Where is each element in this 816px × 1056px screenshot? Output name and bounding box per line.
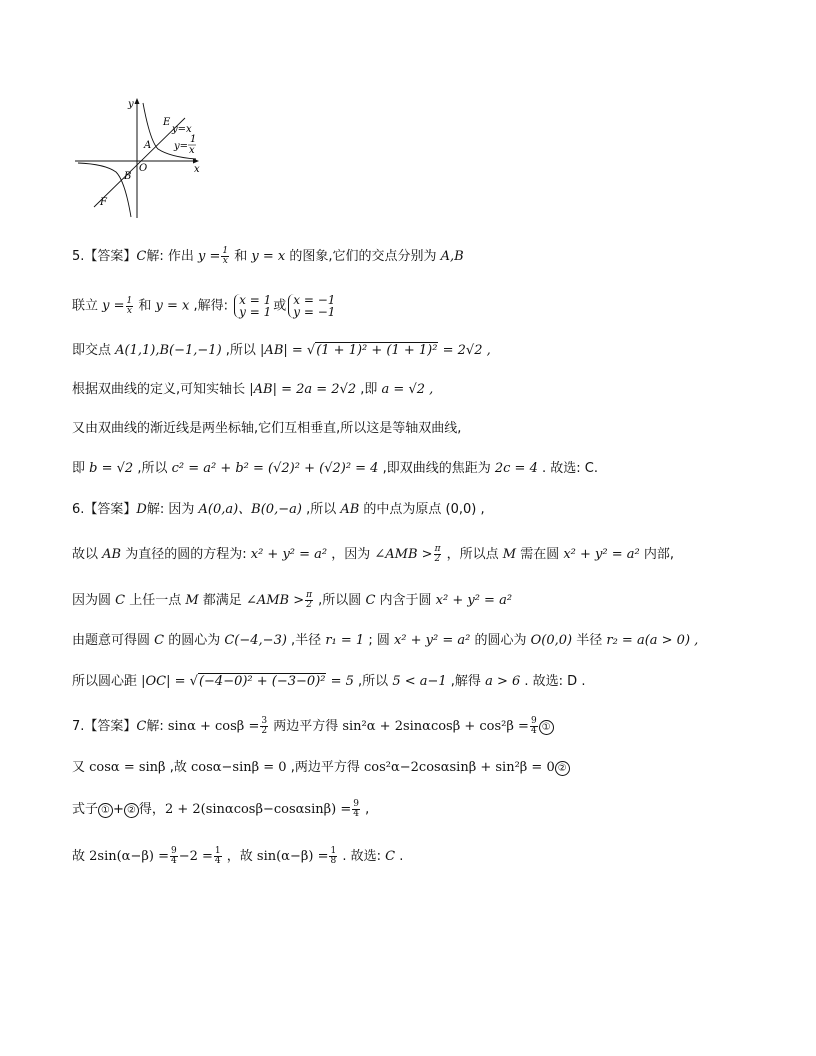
- fraction: [305, 591, 313, 610]
- math: C: [365, 593, 376, 608]
- math: A(0,a)、B(0,−a): [198, 502, 302, 517]
- eq: y = 1: [239, 305, 272, 319]
- p6-line-4: [72, 632, 698, 650]
- answer-letter: C: [385, 849, 396, 864]
- text: ,两边平方得: [286, 760, 364, 775]
- numerator: 1: [222, 246, 229, 256]
- text: 故以: [72, 547, 103, 562]
- text: ,所以: [353, 674, 393, 689]
- text: 上任一点: [125, 593, 186, 608]
- p5-line-2: [72, 294, 337, 318]
- math: AB: [340, 502, 360, 517]
- text: ，故: [222, 849, 257, 864]
- text: 的中点为原点 (0,0) ,: [359, 502, 485, 517]
- text: ,半径: [286, 633, 326, 648]
- circled-one: ①: [98, 803, 113, 818]
- math: x² + y² = a²: [435, 593, 513, 608]
- math: cosα = sinβ: [89, 760, 166, 775]
- math: ∠AMB >: [374, 547, 433, 562]
- text: 由题意可得圆: [72, 633, 155, 648]
- fraction: [530, 717, 538, 736]
- text: 都满足: [198, 593, 246, 608]
- text: ,即双曲线的焦距为: [378, 461, 495, 476]
- p7-line-4: [72, 847, 403, 866]
- denominator: 2: [306, 600, 312, 610]
- label-E: E: [163, 117, 171, 128]
- answer-tag: 6.【答案】: [72, 502, 137, 517]
- math: x² + y² = a²: [393, 633, 471, 648]
- denominator: x: [126, 305, 132, 316]
- circled-one: ①: [539, 720, 554, 735]
- p5-line-3: 即交点 A(1,1),B(−1,−1) ,所以 |AB| = √(1 + 1)² + (1 + 1)² = 2√2 ,: [72, 343, 491, 358]
- text: ; 圆: [364, 633, 394, 648]
- label-y: y: [128, 99, 134, 110]
- math: AB: [102, 547, 122, 562]
- numerator: 1: [330, 846, 337, 856]
- text: 内含于圆: [375, 593, 436, 608]
- text: ,解得:: [189, 298, 233, 314]
- math: A(1,1),B(−1,−1): [115, 343, 222, 358]
- math: ∠AMB >: [245, 593, 305, 608]
- text: 解:: [146, 719, 168, 734]
- math: y = x: [155, 298, 190, 314]
- label-O: O: [139, 163, 148, 174]
- text: 和: [134, 298, 156, 314]
- text: 得，: [138, 802, 165, 817]
- math: 5 < a−1: [392, 674, 447, 689]
- y-axis-arrow: [135, 98, 140, 104]
- math: y =: [102, 298, 125, 314]
- label-y-eq-x: y=x: [172, 124, 192, 135]
- math: M: [185, 593, 199, 608]
- numerator: 1: [214, 846, 221, 856]
- math: 2c = 4: [494, 461, 538, 476]
- text: ,所以: [133, 461, 172, 476]
- text: ,所以圆: [314, 593, 366, 608]
- text: ,故: [165, 760, 191, 775]
- p7-line-2: [72, 759, 570, 777]
- math: a > 6: [485, 674, 521, 689]
- text: 式子: [72, 802, 99, 817]
- math: sin(α−β) =: [256, 849, 329, 864]
- circled-two: ②: [124, 803, 139, 818]
- math: r₁ = 1: [325, 633, 365, 648]
- numerator: 1: [126, 295, 133, 306]
- p6-line-5: 所以圆心距 |OC| = √(−4−0)² + (−3−0)² = 5 ,所以 5 < a−1 ,解得 a > 6 . 故选: D .: [72, 674, 586, 689]
- text: 的圆心为: [470, 633, 531, 648]
- text: 因为圆: [72, 593, 116, 608]
- fraction: [260, 717, 268, 736]
- text: 两边平方得: [269, 719, 343, 734]
- math: C: [154, 633, 165, 648]
- text: 或: [273, 298, 287, 314]
- radicand: (−4−0)² + (−3−0)²: [198, 674, 326, 689]
- label-one: 1: [190, 134, 197, 145]
- fraction: [126, 297, 134, 316]
- text: ,即: [356, 382, 382, 397]
- fraction: [329, 847, 337, 866]
- math: y = x: [251, 249, 286, 264]
- answer-tag: 7.【答案】: [72, 719, 137, 734]
- system-1: [234, 294, 271, 318]
- math: a = √2 ,: [381, 382, 434, 397]
- p7-line-1: [72, 717, 554, 736]
- numerator: 9: [353, 799, 359, 809]
- circled-two: ②: [555, 761, 570, 776]
- fraction: [214, 847, 222, 866]
- text: 半径: [572, 633, 607, 648]
- denominator: 2: [434, 554, 441, 564]
- text: 为直径的圆的方程为:: [121, 547, 251, 562]
- math: C: [115, 593, 126, 608]
- answer-tag: 5.【答案】: [72, 249, 137, 264]
- text: 即: [72, 461, 90, 476]
- math: |AB| = 2a = 2√2: [249, 382, 357, 397]
- eq: x = −1: [293, 293, 336, 307]
- p5-line-4: [72, 381, 433, 399]
- text: 又: [72, 760, 90, 775]
- denominator: 4: [530, 726, 537, 736]
- text: 的圆心为: [164, 633, 225, 648]
- answer-letter: C: [136, 719, 147, 734]
- text: ,所以: [221, 343, 261, 358]
- text: . 故选:: [338, 849, 386, 864]
- fraction: [352, 800, 360, 819]
- text: 联立: [72, 298, 103, 314]
- math: −2 =: [178, 849, 213, 864]
- numerator: π: [434, 544, 441, 554]
- text: 解: 因为: [146, 502, 199, 517]
- numerator: π: [306, 590, 313, 600]
- math: = 5: [330, 674, 354, 689]
- label-x-den: x: [189, 145, 195, 156]
- math: O(0,0): [530, 633, 573, 648]
- text: 解: 作出: [146, 249, 199, 264]
- fraction: [434, 545, 442, 564]
- denominator: 2: [261, 726, 268, 736]
- math: 2 + 2(sinαcosβ−cosαsinβ) =: [164, 802, 352, 817]
- answer-letter: C: [136, 249, 147, 264]
- text: 需在圆: [516, 547, 564, 562]
- p5-line-1: [72, 247, 464, 266]
- p6-line-1: [72, 501, 485, 519]
- math: b = √2: [89, 461, 134, 476]
- math: x² + y² = a²: [250, 547, 328, 562]
- text: . 故选: D .: [520, 674, 586, 689]
- math: x² + y² = a²: [563, 547, 640, 562]
- label-x: x: [194, 164, 200, 175]
- hyperbola-figure: [70, 95, 210, 220]
- p6-line-3: [72, 591, 512, 610]
- denominator: 4: [214, 856, 221, 866]
- text: .: [395, 849, 404, 864]
- text: ，所以点: [442, 547, 503, 562]
- p6-line-2: [72, 545, 674, 564]
- label-A: A: [144, 140, 152, 151]
- label-y-eq: y=: [174, 141, 189, 152]
- eq: y = −1: [293, 305, 336, 319]
- denominator: 4: [353, 809, 359, 819]
- denominator: x: [222, 256, 228, 266]
- math: cosα−sinβ = 0: [190, 760, 287, 775]
- p5-line-6: [72, 460, 598, 478]
- math: C(−4,−3): [224, 633, 287, 648]
- radicand: (1 + 1)² + (1 + 1)²: [316, 343, 438, 358]
- numerator: 3: [261, 716, 268, 726]
- denominator: 8: [330, 856, 337, 866]
- text: . 故选: C.: [537, 461, 598, 476]
- math: 2sin(α−β) =: [89, 849, 169, 864]
- fraction: [170, 847, 178, 866]
- numerator: 9: [530, 716, 537, 726]
- math: r₂ = a(a > 0) ,: [606, 633, 699, 648]
- math: A,B: [440, 249, 464, 264]
- math: |OC| =: [141, 674, 186, 689]
- math: cos²α−2cosαsinβ + sin²β = 0: [364, 760, 555, 775]
- text: 根据双曲线的定义,可知实轴长: [72, 382, 250, 397]
- eq: x = 1: [239, 293, 272, 307]
- text: ,所以: [301, 502, 341, 517]
- text: 的图象,它们的交点分别为: [285, 249, 441, 264]
- label-F: F: [100, 197, 107, 208]
- text: 故: [72, 849, 90, 864]
- denominator: 4: [170, 856, 177, 866]
- p5-line-5: 又由双曲线的渐近线是两坐标轴,它们互相垂直,所以这是等轴双曲线,: [72, 421, 462, 436]
- text: 和: [230, 249, 252, 264]
- math: sinα + cosβ =: [167, 719, 260, 734]
- numerator: 9: [170, 846, 177, 856]
- math: = 2√2 ,: [442, 343, 491, 358]
- math: y =: [198, 249, 221, 264]
- text: ,解得: [446, 674, 486, 689]
- text: 即交点: [72, 343, 116, 358]
- fraction: [221, 247, 229, 266]
- text: ,: [360, 802, 370, 817]
- math: |AB| =: [260, 343, 303, 358]
- label-B: B: [124, 171, 132, 182]
- p7-line-3: [72, 800, 369, 819]
- math: c² = a² + b² = (√2)² + (√2)² = 4: [171, 461, 379, 476]
- system-2: [288, 294, 335, 318]
- math: M: [502, 547, 517, 562]
- text: 所以圆心距: [72, 674, 142, 689]
- text: +: [113, 802, 124, 817]
- text: 内部,: [639, 547, 674, 562]
- answer-letter: D: [136, 502, 147, 517]
- text: ，因为: [327, 547, 375, 562]
- math: sin²α + 2sinαcosβ + cos²β =: [342, 719, 529, 734]
